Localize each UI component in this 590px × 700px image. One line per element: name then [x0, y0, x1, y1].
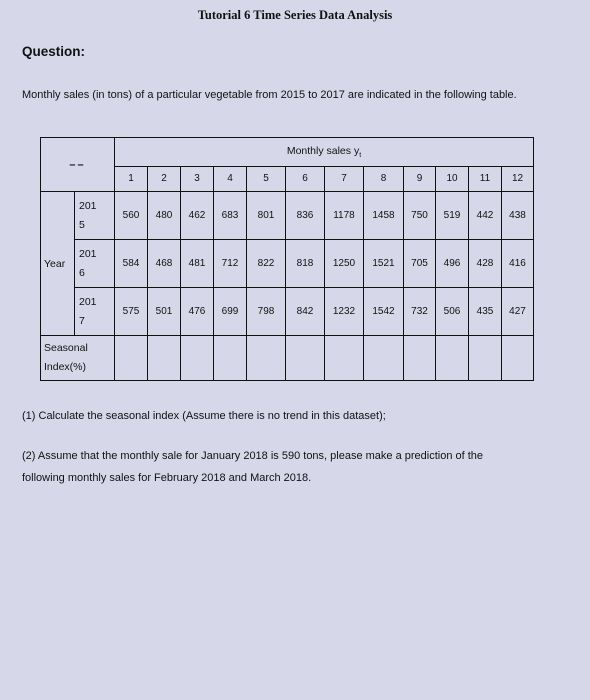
month-header-row: [41, 166, 534, 191]
sales-value-cell: 1232: [325, 288, 364, 336]
year-cell: [75, 192, 115, 240]
monthly-sales-subscript: t: [359, 152, 362, 160]
seasonal-label-top: Seasonal: [44, 342, 88, 354]
corner-dash: ––: [69, 158, 86, 171]
sales-value-cell: 584: [115, 240, 148, 288]
seasonal-index-cell[interactable]: [325, 336, 364, 381]
seasonal-index-cell[interactable]: [286, 336, 325, 381]
document-title: Tutorial 6 Time Series Data Analysis: [197, 8, 393, 22]
sales-value-cell: 501: [148, 288, 181, 336]
sales-value-cell: 560: [115, 192, 148, 240]
sales-value-cell: 1250: [325, 240, 364, 288]
seasonal-index-cell[interactable]: [181, 336, 214, 381]
sales-value-cell: 575: [115, 288, 148, 336]
seasonal-index-cell[interactable]: [247, 336, 286, 381]
table-row: [41, 192, 534, 240]
sales-value-cell: 416: [502, 240, 534, 288]
sales-value-cell: 506: [436, 288, 469, 336]
seasonal-index-row: [41, 336, 534, 381]
seasonal-index-cell[interactable]: [148, 336, 181, 381]
sales-value-cell: 435: [469, 288, 502, 336]
year-top: 201: [79, 295, 97, 308]
seasonal-index-cell[interactable]: [404, 336, 436, 381]
month-header-cell: 4: [214, 166, 247, 191]
month-header-cell: 1: [115, 166, 148, 191]
year-bottom: 7: [79, 314, 85, 327]
month-header-cell: 3: [181, 166, 214, 191]
seasonal-index-cell[interactable]: [469, 336, 502, 381]
question-part-1: (1) Calculate the seasonal index (Assume there is no trend in this dataset);: [22, 410, 386, 422]
month-header-cell: 5: [247, 166, 286, 191]
seasonal-index-label: [41, 336, 115, 381]
sales-value-cell: 468: [148, 240, 181, 288]
sales-value-cell: 428: [469, 240, 502, 288]
month-header-cell: 11: [469, 166, 502, 191]
question-part-2: (2) Assume that the monthly sale for January 2018 is 590 tons, please make a prediction of the following monthly sales for February 2018 and March 2018.: [22, 450, 484, 484]
sales-value-cell: 476: [181, 288, 214, 336]
sales-value-cell: 705: [404, 240, 436, 288]
monthly-sales-label: Monthly sales y: [286, 144, 360, 157]
month-header-cell: 6: [286, 166, 325, 191]
sales-value-cell: 699: [214, 288, 247, 336]
seasonal-index-cell[interactable]: [115, 336, 148, 381]
sales-value-cell: 798: [247, 288, 286, 336]
sales-value-cell: 818: [286, 240, 325, 288]
sales-value-cell: 801: [247, 192, 286, 240]
month-header-cell: 9: [404, 166, 436, 191]
seasonal-index-cell[interactable]: [436, 336, 469, 381]
seasonal-index-cell[interactable]: [214, 336, 247, 381]
sales-value-cell: 442: [469, 192, 502, 240]
month-header-cell: 10: [436, 166, 469, 191]
sales-value-cell: 519: [436, 192, 469, 240]
month-header-cell: 7: [325, 166, 364, 191]
data-body: [41, 192, 534, 336]
sales-value-cell: 732: [404, 288, 436, 336]
sales-value-cell: 683: [214, 192, 247, 240]
sales-value-cell: 712: [214, 240, 247, 288]
sales-value-cell: 496: [436, 240, 469, 288]
sales-value-cell: 822: [247, 240, 286, 288]
monthly-sales-header: [115, 138, 534, 167]
year-top: 201: [79, 199, 97, 212]
sales-table: [40, 137, 534, 381]
month-header-cell: 12: [502, 166, 534, 191]
question-intro: Monthly sales (in tons) of a particular vegetable from 2015 to 2017 are indicated in the following table.: [22, 89, 517, 101]
sales-value-cell: 1521: [364, 240, 404, 288]
month-header-cell: 8: [364, 166, 404, 191]
seasonal-index-cell[interactable]: [502, 336, 534, 381]
table-row: [41, 240, 534, 288]
sales-value-cell: 462: [181, 192, 214, 240]
year-bottom: 5: [79, 218, 85, 231]
question-heading: Question:: [22, 44, 85, 59]
year-label-cell: Year: [41, 192, 75, 336]
sales-value-cell: 836: [286, 192, 325, 240]
sales-table-container: [40, 137, 534, 381]
year-cell: [75, 288, 115, 336]
year-cell: [75, 240, 115, 288]
sales-value-cell: 481: [181, 240, 214, 288]
month-header-cell: 2: [148, 166, 181, 191]
corner-cell: [41, 138, 115, 192]
sales-value-cell: 842: [286, 288, 325, 336]
sales-value-cell: 1458: [364, 192, 404, 240]
sales-value-cell: 750: [404, 192, 436, 240]
sales-value-cell: 1542: [364, 288, 404, 336]
sales-value-cell: 480: [148, 192, 181, 240]
table-row: [41, 288, 534, 336]
sales-value-cell: 427: [502, 288, 534, 336]
seasonal-index-cell[interactable]: [364, 336, 404, 381]
year-bottom: 6: [79, 266, 85, 279]
sales-value-cell: 438: [502, 192, 534, 240]
seasonal-label-bottom: Index(%): [44, 361, 87, 373]
year-top: 201: [79, 247, 97, 260]
sales-value-cell: 1178: [325, 192, 364, 240]
